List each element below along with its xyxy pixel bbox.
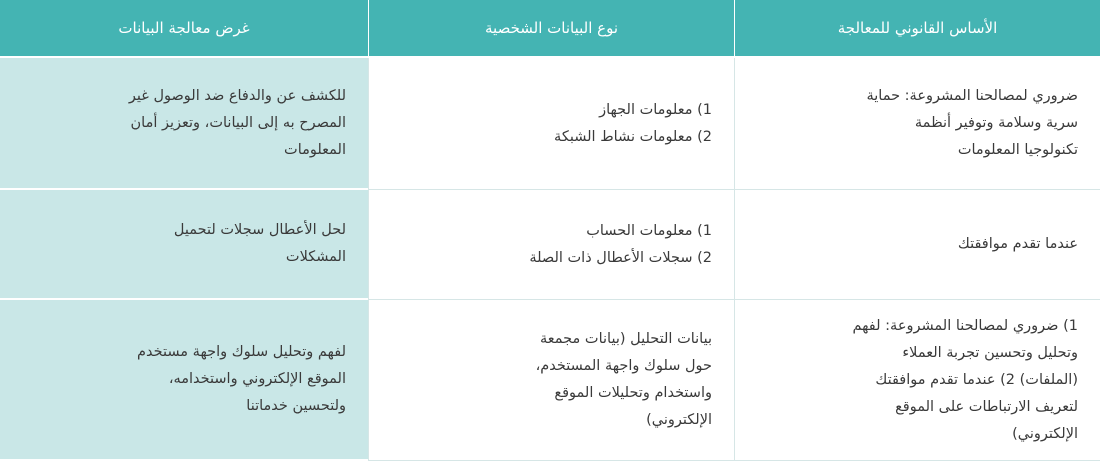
- cell-text: 1) ضروري لمصالحنا المشروعة: لفهم وتحليل وتحسين تجربة العملاء (الملفات) 2) عندما تقدم موافقتك لتعريف الارتباطات على الموقع الإلكتروني): [852, 317, 1078, 442]
- cell-legal-basis: [734, 58, 1100, 190]
- table-header-row: [0, 0, 1100, 58]
- header-legal-basis-text: الأساس القانوني للمعالجة: [837, 18, 998, 37]
- cell-purpose: [0, 300, 368, 461]
- table-row: [0, 190, 1100, 300]
- header-legal-basis: [734, 0, 1100, 58]
- cell-text: بيانات التحليل (بيانات مجمعة حول سلوك واجهة المستخدم، واستخدام وتحليلات الموقع الإلكتروني): [535, 331, 712, 428]
- header-purpose: [0, 0, 368, 58]
- cell-text: للكشف عن والدفاع ضد الوصول غير المصرح به إلى البيانات، وتعزيز أمان المعلومات: [128, 87, 346, 158]
- header-data-type: [368, 0, 734, 58]
- cell-legal-basis: [734, 300, 1100, 461]
- cell-text: لفهم وتحليل سلوك واجهة مستخدم الموقع الإلكتروني واستخدامه، ولتحسين خدماتنا: [137, 344, 346, 414]
- cell-legal-basis: [734, 190, 1100, 300]
- cell-data-type: [368, 190, 734, 300]
- cell-text: ضروري لمصالحنا المشروعة: حماية سرية وسلامة وتوفير أنظمة تكنولوجيا المعلومات: [866, 88, 1078, 158]
- cell-text: 1) معلومات الحساب 2) سجلات الأعطال ذات الصلة: [529, 222, 712, 266]
- cell-data-type: [368, 58, 734, 190]
- table-row: [0, 300, 1100, 461]
- cell-purpose: [0, 190, 368, 300]
- cell-purpose: [0, 58, 368, 190]
- cell-text: عندما تقدم موافقتك: [957, 236, 1078, 252]
- header-data-type-text: نوع البيانات الشخصية: [485, 18, 619, 37]
- cell-text: 1) معلومات الجهاز 2) معلومات نشاط الشبكة: [554, 101, 712, 145]
- header-purpose-text: غرض معالجة البيانات: [118, 18, 250, 37]
- table-row: [0, 58, 1100, 190]
- cell-data-type: [368, 300, 734, 461]
- cell-text: لحل الأعطال سجلات لتحميل المشكلات: [173, 222, 346, 265]
